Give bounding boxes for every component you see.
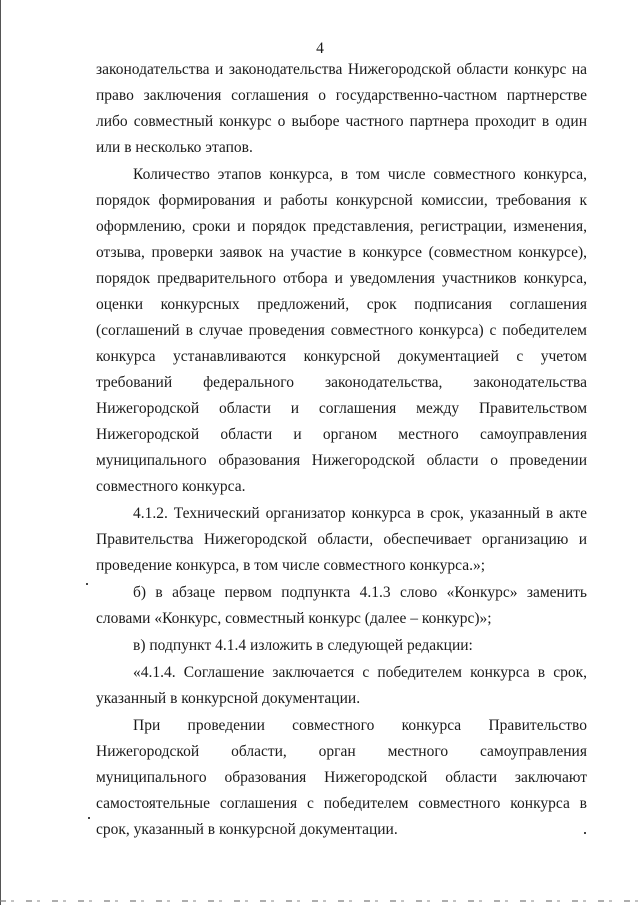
scan-edge-line bbox=[0, 0, 1, 905]
paragraph-amendment-b: б) в абзаце первом подпункта 4.1.3 слово «Конкурс» заменить словами «Конкурс, совместный конкурс (далее – конкурс)»; bbox=[96, 584, 587, 627]
page-number: 4 bbox=[316, 40, 324, 57]
paragraph-joint-contest: При проведении совместного конкурса Правительство Нижегородской области, орган местного самоуправления муниципального образования Нижегородской области заключают самостоятельные соглашения с победителем совместного конкурса в срок, указанный в конкурсной документации. bbox=[96, 717, 587, 838]
paragraph-4-1-2: 4.1.2. Технический организатор конкурса в срок, указанный в акте Правительства Нижегородской области, обеспечивает организацию и проведение конкурса, в том числе совместного конкурса.»; bbox=[96, 505, 587, 574]
document-body bbox=[96, 57, 587, 843]
paragraph-stage-count: Количество этапов конкурса, в том числе совместного конкурса, порядок формирования и работы конкурсной комиссии, требования к оформлению, сроки и порядок представления, регистрации, изменения, отзыва, проверки заявок на участие в конкурсе (совместном конкурсе), порядок предварительного отбора и уведомления участников конкурса, оценки конкурсных предложений, срок подписания соглашения (соглашений в случае проведения совместного конкурса) с победителем конкурса устанавливаются конкурсной документацией с учетом требований федерального законодательства, законодательства Нижегородской области и соглашения между Правительством Нижегородской области и органом местного самоуправления муниципального образования Нижегородской области о проведении совместного конкурса. bbox=[96, 166, 587, 495]
paragraph-4-1-4: «4.1.4. Соглашение заключается с победителем конкурса в срок, указанный в конкурсной документации. bbox=[96, 664, 587, 707]
paragraph-continuation: законодательства и законодательства Нижегородской области конкурс на право заключения соглашения о государственно-частном партнерстве либо совместный конкурс о выборе частного партнера проходит в один или в несколько этапов. bbox=[96, 61, 587, 156]
scan-speck bbox=[88, 817, 90, 819]
scan-speck bbox=[584, 832, 586, 834]
paragraph-amendment-v: в) подпункт 4.1.4 изложить в следующей редакции: bbox=[133, 637, 473, 654]
scan-speck bbox=[86, 583, 88, 585]
scan-bottom-edge bbox=[0, 900, 640, 902]
